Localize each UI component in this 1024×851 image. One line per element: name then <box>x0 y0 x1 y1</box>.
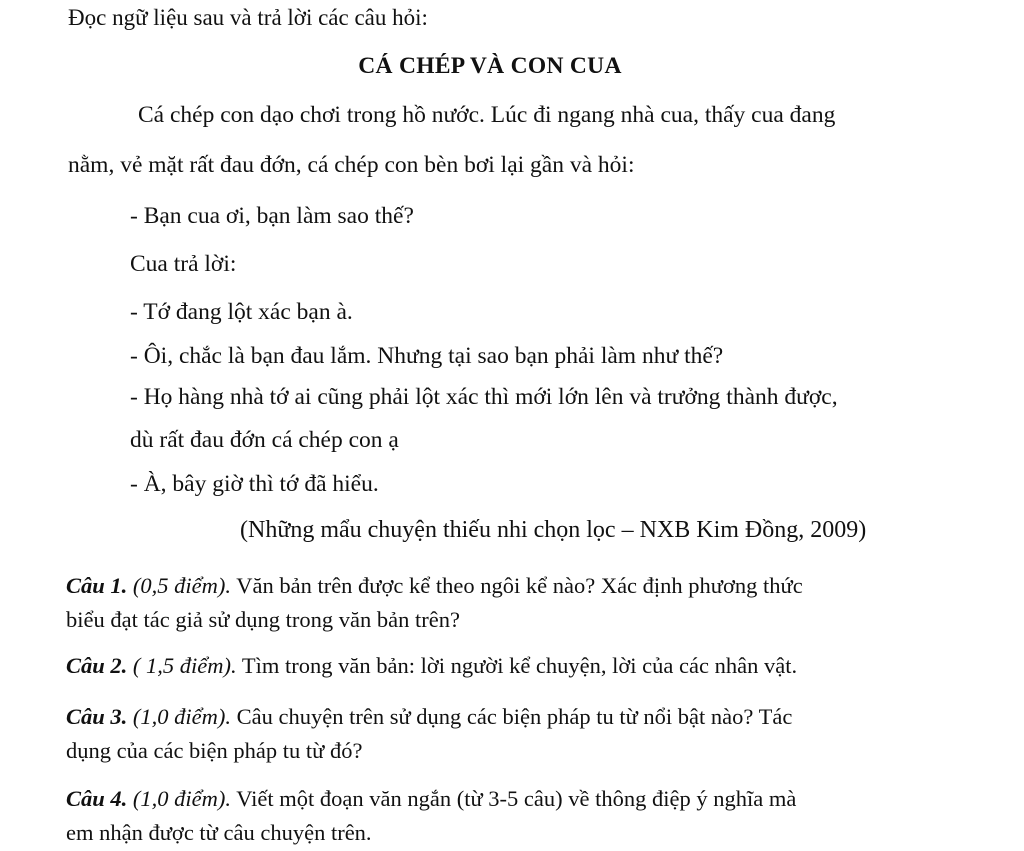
dialogue-line: - Bạn cua ơi, bạn làm sao thế? <box>130 203 414 229</box>
question-text: Viết một đoạn văn ngắn (từ 3-5 câu) về thông điệp ý nghĩa mà <box>231 786 797 811</box>
question-label: Câu 4. <box>66 786 128 811</box>
question-label: Câu 1. <box>66 573 128 598</box>
story-source-citation: (Những mẩu chuyện thiếu nhi chọn lọc – NXB Kim Đồng, 2009) <box>240 517 867 543</box>
question-4 <box>66 785 796 813</box>
question-text: Câu chuyện trên sử dụng các biện pháp tu từ nổi bật nào? Tác <box>231 704 793 729</box>
dialogue-line: - Họ hàng nhà tớ ai cũng phải lột xác thì mới lớn lên và trưởng thành được, <box>130 384 838 410</box>
dialogue-line: - Ôi, chắc là bạn đau lắm. Nhưng tại sao bạn phải làm như thế? <box>130 343 724 369</box>
instruction-text: Đọc ngữ liệu sau và trả lời các câu hỏi: <box>68 5 428 30</box>
story-paragraph-line-1: Cá chép con dạo chơi trong hồ nước. Lúc đi ngang nhà cua, thấy cua đang <box>138 102 836 128</box>
story-paragraph-line-2: nằm, vẻ mặt rất đau đớn, cá chép con bèn bơi lại gần và hỏi: <box>68 152 635 178</box>
dialogue-line: dù rất đau đớn cá chép con ạ <box>130 427 399 453</box>
question-1 <box>66 572 803 600</box>
question-points: ( 1,5 điểm). <box>132 653 237 678</box>
question-points: (1,0 điểm). <box>132 786 232 811</box>
question-3 <box>66 703 792 731</box>
question-2 <box>66 652 797 680</box>
question-3-continued: dụng của các biện pháp tu từ đó? <box>66 738 363 763</box>
question-4-continued: em nhận được từ câu chuyện trên. <box>66 820 372 845</box>
question-points: (1,0 điểm). <box>132 704 232 729</box>
question-text: Tìm trong văn bản: lời người kể chuyện, lời của các nhân vật. <box>236 653 798 678</box>
dialogue-line: - À, bây giờ thì tớ đã hiểu. <box>130 471 379 497</box>
question-points: (0,5 điểm). <box>132 573 232 598</box>
dialogue-line: Cua trả lời: <box>130 251 237 277</box>
dialogue-line: - Tớ đang lột xác bạn à. <box>130 299 353 325</box>
question-label: Câu 3. <box>66 704 128 729</box>
question-label: Câu 2. <box>66 653 128 678</box>
story-title: CÁ CHÉP VÀ CON CUA <box>358 53 622 79</box>
question-text: Văn bản trên được kể theo ngôi kể nào? Xác định phương thức <box>231 573 803 598</box>
question-1-continued: biểu đạt tác giả sử dụng trong văn bản trên? <box>66 607 460 632</box>
